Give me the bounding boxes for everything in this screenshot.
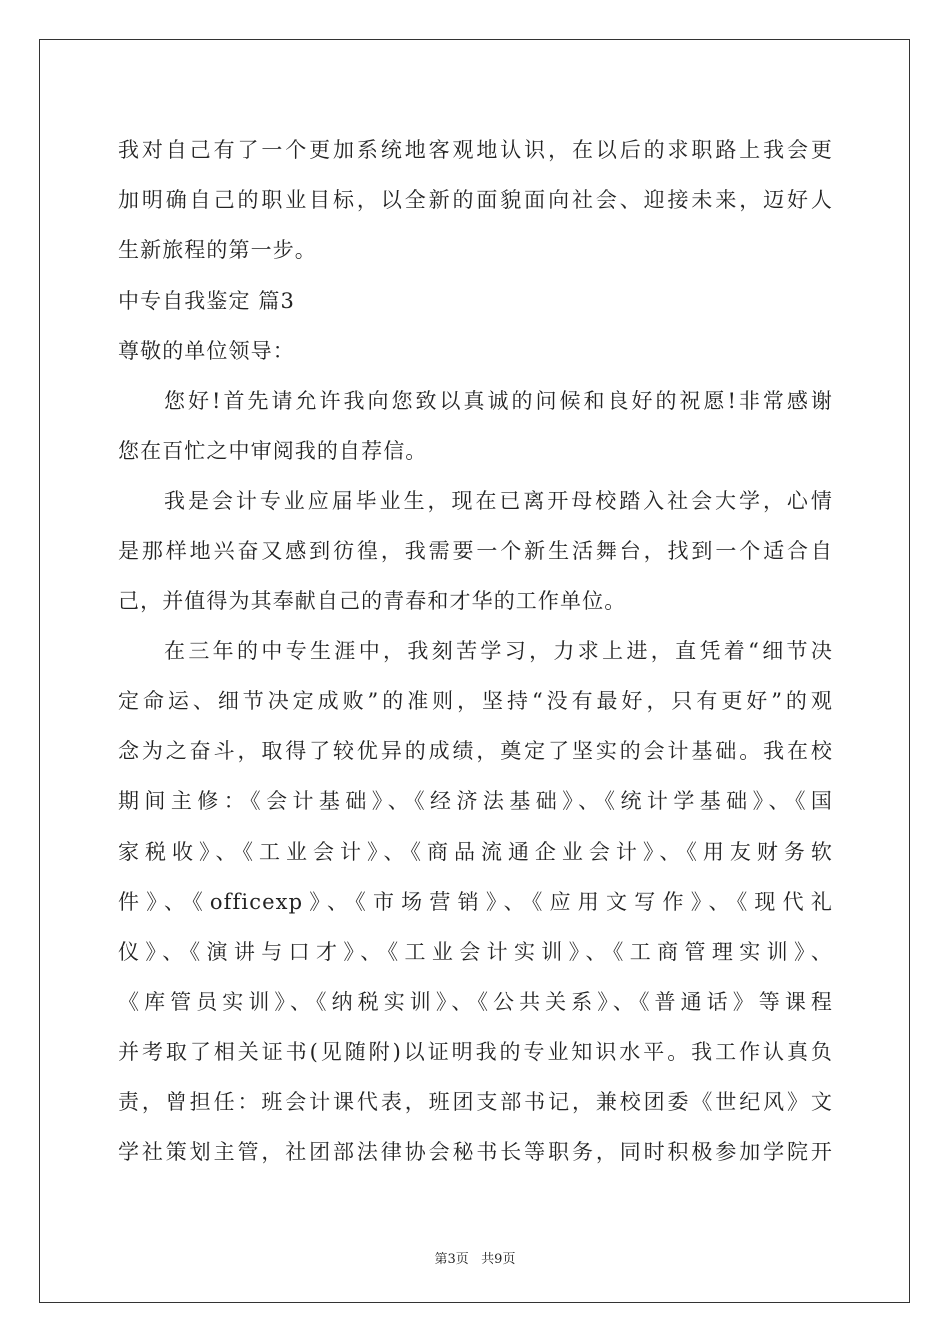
- body-line: 件》、《officexp》、《市场营销》、《应用文写作》、《现代礼: [118, 890, 833, 914]
- body-line: 您好!首先请允许我向您致以真诚的问候和良好的祝愿!非常感谢: [164, 389, 833, 413]
- page-number: 第3页 共9页: [434, 1252, 516, 1267]
- salutation: 尊敬的单位领导：: [118, 339, 295, 363]
- body-line: 责，曾担任：班会计课代表，班团支部书记，兼校团委《世纪风》文: [118, 1090, 833, 1114]
- body-line: 我是会计专业应届毕业生，现在已离开母校踏入社会大学，心情: [164, 489, 833, 513]
- body-line: 念为之奋斗，取得了较优异的成绩，奠定了坚实的会计基础。我在校: [118, 739, 833, 763]
- body-line: 仪》、《演讲与口才》、《工业会计实训》、《工商管理实训》、: [118, 940, 833, 964]
- body-line: 己，并值得为其奉献自己的青春和才华的工作单位。: [118, 589, 627, 613]
- body-line: 您在百忙之中审阅我的自荐信。: [118, 439, 428, 463]
- section-heading: 中专自我鉴定 篇3: [118, 289, 295, 313]
- body-line: 生新旅程的第一步。: [118, 238, 317, 262]
- body-line: 是那样地兴奋又感到彷徨，我需要一个新生活舞台，找到一个适合自: [118, 539, 833, 563]
- body-line: 期间主修：《会计基础》、《经济法基础》、《统计学基础》、《国: [118, 789, 833, 813]
- body-line: 并考取了相关证书(见随附)以证明我的专业知识水平。我工作认真负: [118, 1040, 833, 1064]
- body-line: 家税收》、《工业会计》、《商品流通企业会计》、《用友财务软: [118, 840, 833, 864]
- body-line: 《库管员实训》、《纳税实训》、《公共关系》、《普通话》等课程: [118, 990, 833, 1014]
- body-line: 学社策划主管，社团部法律协会秘书长等职务，同时积极参加学院开: [118, 1140, 833, 1164]
- body-line: 定命运、细节决定成败”的准则，坚持“没有最好，只有更好”的观: [118, 689, 833, 713]
- body-line: 在三年的中专生涯中，我刻苦学习，力求上进，直凭着“细节决: [164, 639, 833, 663]
- body-line: 加明确自己的职业目标，以全新的面貌面向社会、迎接未来，迈好人: [118, 188, 833, 212]
- body-line: 我对自己有了一个更加系统地客观地认识，在以后的求职路上我会更: [118, 138, 833, 162]
